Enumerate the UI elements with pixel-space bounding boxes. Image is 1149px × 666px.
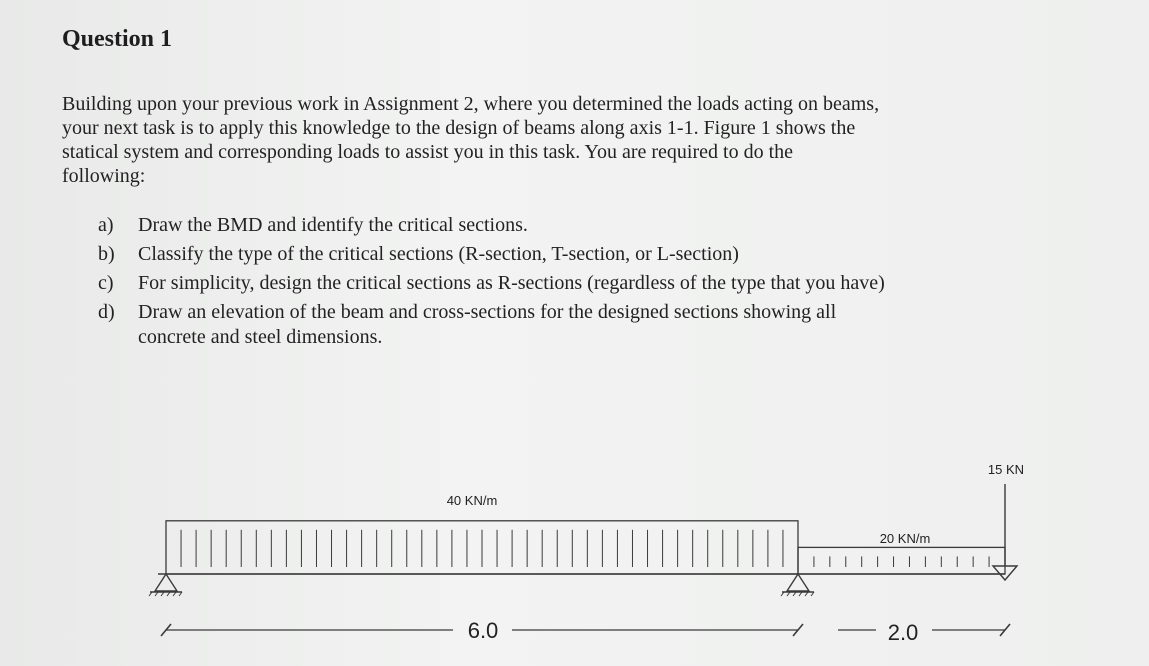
udl-main-label: 40 KN/m [446,493,498,508]
task-text: Draw the BMD and identify the critical sections. [138,214,528,236]
udl-main-load [166,521,798,574]
task-text: For simplicity, design the critical sections as R-sections (regardless of the type that you have) [138,272,885,294]
intro-line: following: [62,165,146,187]
pin-support-left [149,574,182,596]
task-marker: b) [98,243,115,265]
intro-line: statical system and corresponding loads to assist you in this task. You are required to do the [62,141,794,163]
pin-support-right [781,574,814,596]
span-length-label: 6.0 [467,618,499,643]
task-marker: d) [98,301,115,323]
udl-overhang-label: 20 KN/m [879,531,931,546]
dimension-line-overhang [838,624,1010,636]
task-text-continuation: concrete and steel dimensions. [138,326,383,348]
load-block-outline [798,547,1005,574]
intro-line: Building upon your previous work in Assignment 2, where you determined the loads acting on beams, [62,93,880,115]
point-load-label: 15 KN [987,462,1025,477]
overhang-length-label: 2.0 [887,620,919,645]
point-load-arrow [993,484,1017,580]
intro-line: your next task is to apply this knowledge to the design of beams along axis 1-1. Figure 1 shows the [62,117,856,139]
task-marker: a) [98,214,114,236]
udl-overhang-load [798,547,1005,574]
task-text: Draw an elevation of the beam and cross-sections for the designed sections showing all [138,301,837,323]
question-title: Question 1 [62,26,173,52]
task-text: Classify the type of the critical sections (R-section, T-section, or L-section) [138,243,739,265]
task-marker: c) [98,272,114,294]
